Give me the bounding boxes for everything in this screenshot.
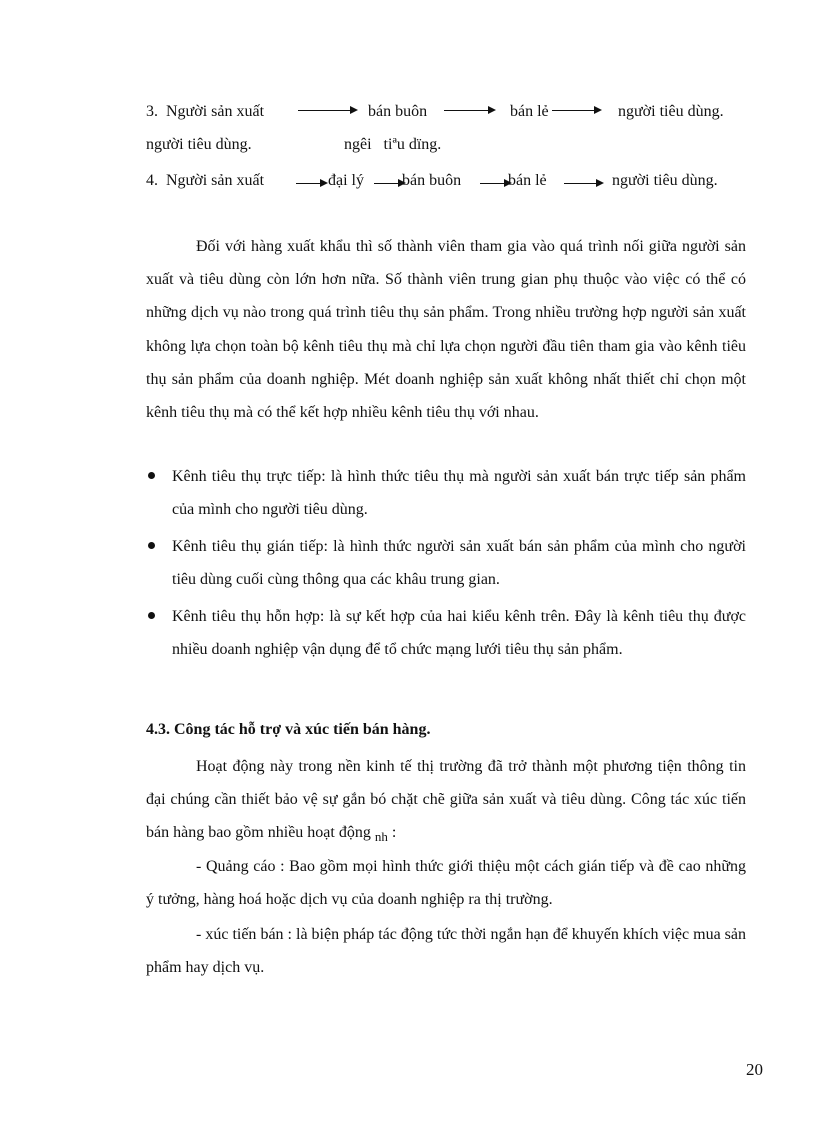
list-item (146, 530, 746, 596)
list-item (146, 600, 746, 666)
artifact-text-left: người tiêu dùng. (146, 136, 252, 153)
bullet-icon (148, 612, 155, 619)
channel-4-producer: Người sản xuất (166, 172, 265, 189)
bullet-text: Kênh tiêu thụ gián tiếp: là hình thức người sản xuất bán sản phẩm của mình cho người tiêu dùng cuối cùng thông qua các khâu trung gian. (172, 538, 746, 589)
channel-4-number: 4. (146, 172, 158, 189)
channel-3-producer: Người sản xuất (166, 103, 265, 120)
channel-3-wholesale: bán buôn (368, 103, 428, 120)
export-channel-paragraph: Đối với hàng xuất khẩu thì số thành viên tham gia vào quá trình nối giữa người sản xuất và tiêu dùng còn lớn hơn nữa. Số thành viên trung gian phụ thuộc vào việc có thể có những dịch vụ nào trong quá trình tiêu thụ sản phẩm. Trong nhiều trường hợp người sản xuất không lựa chọn toàn bộ kênh tiêu thụ mà chỉ lựa chọn người đầu tiên tham gia vào kênh tiêu thụ sản phẩm của doanh nghiệp. Mét doanh nghiệp sản xuất không nhất thiết chỉ chọn một kênh tiêu thụ mà có thể kết hợp nhiều kênh tiêu thụ với nhau. (146, 238, 746, 422)
arrow-icon (296, 183, 326, 184)
channel-3-consumer: người tiêu dùng. (618, 103, 724, 120)
promotion-paragraph-subscript: nh (374, 829, 388, 845)
advertising-item: - Quảng cáo : Bao gồm mọi hình thức giới thiệu một cách gián tiếp và đề cao những ý tưởng, hàng hoá hoặc dịch vụ của doanh nghiệp ra thị trường. (146, 858, 746, 909)
promotion-paragraph-text: Hoạt động này trong nền kinh tế thị trường đã trở thành một phương tiện thông tin đại chúng cần thiết bảo vệ sự gắn bó chặt chẽ giữa sản xuất và tiêu dùng. Công tác xúc tiến bán hàng bao gồm nhiều hoạt động (146, 758, 746, 842)
channel-3-number: 3. (146, 103, 158, 120)
promotion-paragraph (146, 750, 746, 854)
page-number: 20 (746, 1060, 763, 1079)
channel-4-retail: bán lẻ (508, 172, 547, 189)
channel-4-agent: đại lý (328, 172, 364, 189)
channel-4-wholesale: bán buôn (402, 172, 462, 189)
bullet-text: Kênh tiêu thụ hỗn hợp: là sự kết hợp của hai kiểu kênh trên. Đây là kênh tiêu thụ được nhiều doanh nghiệp vận dụng để tổ chức mạng lưới tiêu thụ sản phẩm. (172, 608, 746, 659)
arrow-icon (444, 110, 494, 111)
bullet-icon (148, 542, 155, 549)
arrow-icon (480, 183, 510, 184)
arrow-icon (298, 110, 356, 111)
bullet-icon (148, 472, 155, 479)
bullet-text: Kênh tiêu thụ trực tiếp: là hình thức tiêu thụ mà người sản xuất bán trực tiếp sản phẩm của mình cho người tiêu dùng. (172, 468, 746, 519)
channel-3-retail: bán lẻ (510, 103, 549, 120)
promotion-paragraph-colon: : (391, 824, 397, 842)
list-item (146, 460, 746, 526)
channel-4-consumer: người tiêu dùng. (612, 172, 718, 189)
arrow-icon (374, 183, 404, 184)
arrow-icon (552, 110, 600, 111)
section-heading: 4.3. Công tác hỗ trợ và xúc tiến bán hàng. (146, 721, 431, 738)
artifact-text-garbled: ngêi tiªu dïng. (344, 136, 442, 153)
promotion-item: - xúc tiến bán : là biện pháp tác động tức thời ngắn hạn để khuyến khích việc mua sản phẩm hay dịch vụ. (146, 926, 746, 977)
arrow-icon (564, 183, 602, 184)
